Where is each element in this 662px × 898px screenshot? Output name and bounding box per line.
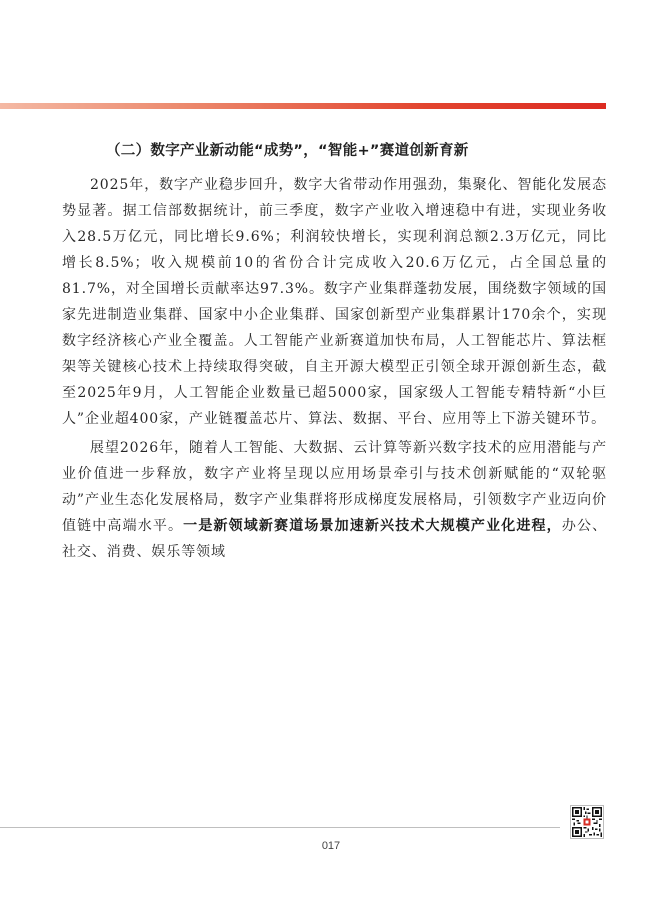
section-heading: （二）数字产业新动能“成势”，“智能+”赛道创新育新: [106, 143, 469, 159]
paragraph-text: 展望2026年，随着人工智能、大数据、云计算等新兴数字技术的应用潜能与产业价值进一步释放，数字产业将呈现以应用场景牵引与技术创新赋能的“双轮驱动”产业生态化发展格局，数字产业集群将形成梯度发展格局，引领数字产业迈向价值链中高端水平。: [62, 440, 607, 534]
page-content: [62, 140, 607, 565]
bold-highlight: 一是新领域新赛道场景加速新兴技术大规模产业化进程，: [183, 518, 562, 534]
page-number: 017: [321, 840, 341, 852]
paragraph-text: 办公、社交、消费、娱乐等领域: [62, 518, 608, 560]
paragraph: [62, 435, 607, 565]
footer-divider: [0, 827, 560, 828]
paragraph: 2025年，数字产业稳步回升，数字大省带动作用强劲，集聚化、智能化发展态势显著。据工信部数据统计，前三季度，数字产业收入增速稳中有进，实现业务收入28.5万亿元，同比增长9.6%；利润较快增长，实现利润总额2.3万亿元，同比增长8.5%；收入规模前10的省份合计完成收入20.6万亿元，占全国总量的81.7%，对全国增长贡献率达97.3%。数字产业集群蓬勃发展，围绕数字领域的国家先进制造业集群、国家中小企业集群、国家创新型产业集群累计170余个，实现数字经济核心产业全覆盖。人工智能产业新赛道加快布局，人工智能芯片、算法框架等关键核心技术上持续取得突破，自主开源大模型正引领全球开源创新生态，截至2025年9月，人工智能企业数量已超5000家，国家级人工智能专精特新“小巨人”企业超400家，产业链覆盖芯片、算法、数据、平台、应用等上下游关键环节。: [62, 177, 607, 427]
header-accent-bar: [0, 103, 606, 109]
qr-code-icon: [570, 805, 604, 839]
